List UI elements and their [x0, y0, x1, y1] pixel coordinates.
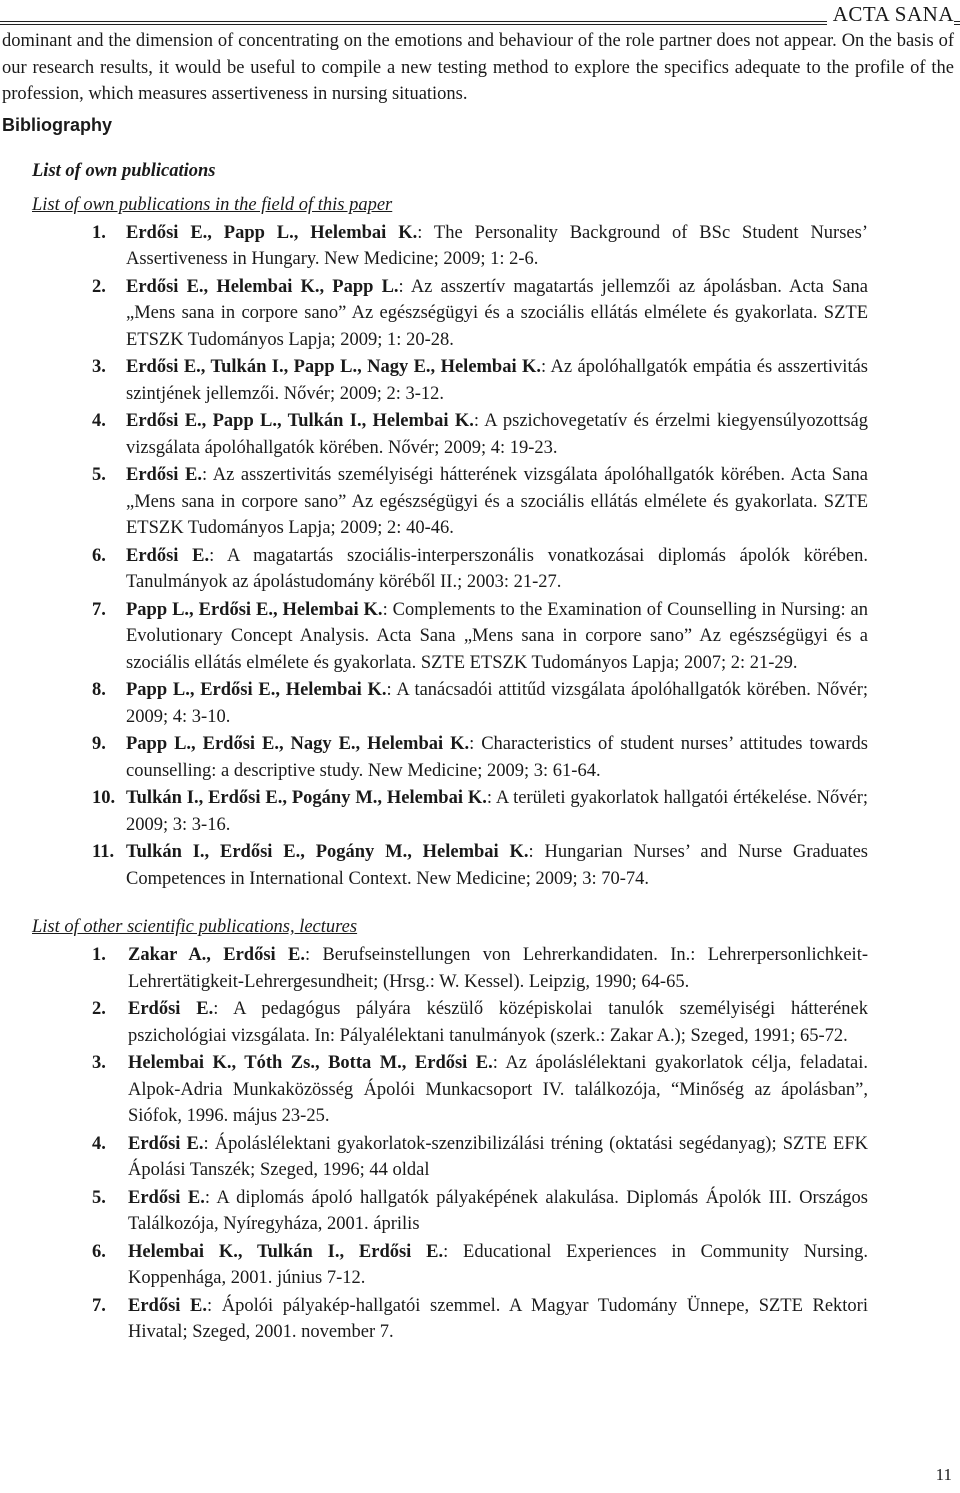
- item-citation: : A tanácsadói attitűd vizsgálata ápolóhallgatók körében. Nővér; 2009; 4: 3-10.: [126, 680, 869, 727]
- publication-item: [2, 942, 954, 995]
- publication-item: [2, 543, 954, 596]
- item-citation: : A pszichovegetatív és érzelmi kiegyensúlyozottság vizsgálata ápolóhallgatók körében. Nővér; 2009; 4: 19-23.: [126, 411, 868, 458]
- bibliography-title: Bibliography: [2, 114, 113, 135]
- item-citation: : Az asszertivitás személyiségi hátterének vizsgálata ápolóhallgatók körében. Acta Sana „Mens sana in corpore sano” Az egészségügyi és a szociális ellátás elmélete és gyakorlata. SZTE ETSZK Tudományos Lapja; 2009; 2: 40-46.: [126, 465, 868, 538]
- item-number: 7.: [92, 599, 106, 620]
- publication-item: [2, 462, 954, 542]
- item-citation: : Berufseinstellungen von Lehrerkandidaten. In.: Lehrerpersonlichkeit-Lehrertätigkeit-Lehrergesundheit; (Hrsg.: W. Kessel). Leipzig, 1990; 64-65.: [128, 945, 868, 992]
- item-number: 1.: [92, 222, 106, 243]
- publication-item: [2, 1239, 954, 1292]
- item-authors: Zakar A., Erdősi E.: [128, 945, 305, 965]
- item-citation: : Hungarian Nurses’ and Nurse Graduates Competences in International Context. New Medicine; 2009; 3: 70-74.: [126, 842, 868, 889]
- publication-item: [2, 1050, 954, 1130]
- item-authors: Erdősi E.: [128, 1187, 205, 1208]
- own-publications-title: List of own publications: [32, 160, 216, 181]
- item-authors: Tulkán I., Erdősi E., Pogány M., Helembai K.: [126, 788, 487, 808]
- item-authors: Papp L., Erdősi E., Helembai K.: [126, 599, 383, 620]
- item-citation: : A területi gyakorlatok hallgatói értékelése. Nővér; 2009; 3: 3-16.: [126, 788, 868, 835]
- item-citation: : A diplomás ápoló hallgatók pályaképének alakulása. Diplomás Ápolók III. Országos Találkozója, Nyíregyháza, 2001. április: [128, 1187, 868, 1234]
- publication-item: [2, 785, 954, 838]
- item-number: 3.: [92, 357, 106, 377]
- item-number: 5.: [92, 465, 106, 485]
- publication-item: [2, 1185, 954, 1238]
- item-citation: : Complements to the Examination of Counselling in Nursing: an Evolutionary Concept Analysis. Acta Sana „Mens sana in corpore sano” Az egészségügyi és a szociális ellátás elmélete és gyakorlata. SZTE ETSZK Tudományos Lapja; 2007; 2: 21-29.: [126, 599, 868, 673]
- item-citation: : Az ápoláslélektani gyakorlatok célja, feladatai. Alpok-Adria Munkaközösség Ápolói Munkacsoport IV. találkozója, “Minőség az ápolásban”, Siófok, 1996. május 23-25.: [128, 1053, 868, 1126]
- item-number: 9.: [92, 734, 106, 754]
- item-authors: Tulkán I., Erdősi E., Pogány M., Helembai K.: [126, 842, 529, 862]
- item-number: 6.: [92, 1241, 106, 1262]
- item-citation: : A pedagógus pályára készülő középiskolai tanulók személyiségi hátterének pszichológiai vizsgálata. In: Pályalélektani tanulmányok (szerk.: Zakar A.); Szeged, 1991; 65-72.: [128, 999, 868, 1046]
- item-number: 8.: [92, 680, 106, 700]
- publication-item: [2, 274, 954, 354]
- item-authors: Erdősi E.: [128, 1295, 208, 1316]
- item-number: 2.: [92, 999, 106, 1019]
- page-content: [2, 28, 954, 1347]
- item-authors: Erdősi E.: [128, 1133, 204, 1154]
- publication-item: [2, 597, 954, 677]
- item-authors: Erdősi E.: [126, 545, 210, 566]
- item-number: 4.: [92, 1133, 106, 1154]
- item-authors: Helembai K., Tulkán I., Erdősi E.: [128, 1241, 444, 1262]
- item-authors: Erdősi E., Papp L., Helembai K.: [126, 222, 418, 243]
- item-citation: : Ápoláslélektani gyakorlatok-szenzibilizálási tréning (oktatási segédanyag); SZTE EFK Ápolási Tanszék; Szeged, 1996; 44 oldal: [128, 1133, 868, 1180]
- page-number: 11: [935, 1465, 952, 1484]
- item-citation: : Characteristics of student nurses’ attitudes towards counselling: a descriptive study. New Medicine; 2009; 3: 61-64.: [126, 734, 868, 781]
- intro-paragraph: dominant and the dimension of concentrating on the emotions and behaviour of the role partner does not appear. On the basis of our research results, it would be useful to compile a new testing method to explore the specifics adequate to the profile of the profession, which measures assertiveness in nursing situations.: [2, 31, 954, 104]
- item-citation: : Az asszertív magatartás jellemzői az ápolásban. Acta Sana „Mens sana in corpore sano” Az egészségügyi és a szociális ellátás elmélete és gyakorlata. SZTE ETSZK Tudományos Lapja; 2009; 1: 20-28.: [126, 276, 868, 350]
- item-number: 3.: [92, 1053, 106, 1073]
- publication-item: [2, 1293, 954, 1346]
- item-number: 5.: [92, 1187, 106, 1208]
- item-authors: Erdősi E., Papp L., Tulkán I., Helembai K.: [126, 411, 474, 431]
- other-publications-list: [2, 942, 954, 1346]
- own-field-heading: List of own publications in the field of this paper: [32, 194, 393, 215]
- item-number: 7.: [92, 1295, 106, 1316]
- header-rule-lower: [0, 24, 960, 25]
- item-authors: Helembai K., Tóth Zs., Botta M., Erdősi E.: [128, 1053, 493, 1073]
- publication-item: [2, 677, 954, 730]
- publication-item: [2, 220, 954, 273]
- header-rule: [0, 21, 960, 22]
- item-number: 1.: [92, 945, 106, 965]
- page-header: [0, 0, 960, 26]
- item-authors: Papp L., Erdősi E., Nagy E., Helembai K.: [126, 734, 470, 754]
- item-citation: : Az ápolóhallgatók empátia és asszertivitás szintjének jellemzői. Nővér; 2009; 2: 3-12.: [126, 357, 868, 404]
- item-number: 6.: [92, 545, 106, 566]
- item-authors: Papp L., Erdősi E., Helembai K.: [126, 680, 387, 700]
- item-citation: : A magatartás szociális-interperszonális vonatkozásai diplomás ápolók körében. Tanulmányok az ápolástudomány köréből II.; 2003: 21-27.: [126, 545, 868, 592]
- item-number: 11.: [92, 842, 115, 862]
- publication-item: [2, 408, 954, 461]
- own-publications-list: [2, 220, 954, 893]
- item-authors: Erdősi E., Helembai K., Papp L.: [126, 276, 399, 297]
- publication-item: [2, 839, 954, 892]
- publication-item: [2, 1131, 954, 1184]
- item-authors: Erdősi E., Tulkán I., Papp L., Nagy E., Helembai K.: [126, 357, 542, 377]
- item-citation: : The Personality Background of BSc Student Nurses’ Assertiveness in Hungary. New Medicine; 2009; 1: 2-6.: [126, 222, 868, 269]
- item-number: 4.: [92, 411, 106, 431]
- other-publications-heading: List of other scientific publications, lectures: [32, 917, 358, 937]
- item-citation: : Ápolói pályakép-hallgatói szemmel. A Magyar Tudomány Ünnepe, SZTE Rektori Hivatal; Szeged, 2001. november 7.: [128, 1295, 868, 1342]
- publication-item: [2, 731, 954, 784]
- item-number: 10.: [92, 788, 116, 808]
- journal-name: ACTA SANA: [827, 2, 954, 27]
- publication-item: [2, 354, 954, 407]
- publication-item: [2, 996, 954, 1049]
- item-citation: : Educational Experiences in Community Nursing. Koppenhága, 2001. június 7-12.: [128, 1241, 868, 1288]
- item-number: 2.: [92, 276, 106, 297]
- item-authors: Erdősi E.: [126, 465, 202, 485]
- item-authors: Erdősi E.: [128, 999, 214, 1019]
